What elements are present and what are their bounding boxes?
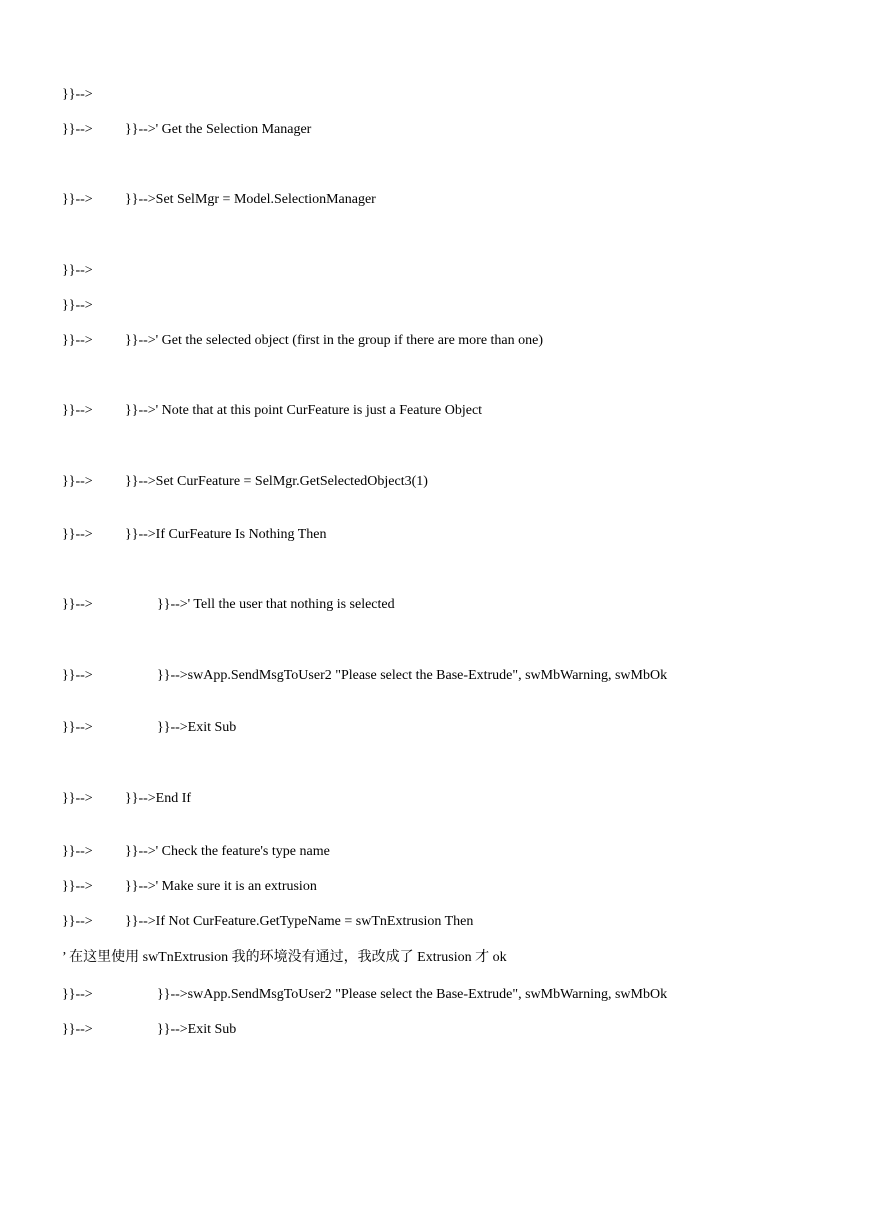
line-marker: }}-->: [62, 298, 93, 313]
code-text: }}-->' Get the Selection Manager: [125, 122, 312, 137]
code-text: }}-->' Check the feature's type name: [125, 844, 330, 859]
code-text: }}-->' Get the selected object (first in the group if there are more than one): [125, 333, 544, 348]
code-text: }}-->Exit Sub: [157, 1022, 237, 1037]
line-marker: }}-->: [62, 527, 93, 542]
line-marker: }}-->: [62, 597, 93, 612]
line-marker: }}-->: [62, 720, 93, 735]
code-line-3: [62, 192, 376, 208]
line-marker: }}-->: [62, 791, 93, 806]
code-line-15: [62, 879, 317, 895]
code-line-10: [62, 597, 395, 613]
code-line-9: [62, 527, 327, 543]
code-text: }}-->swApp.SendMsgToUser2 "Please select the Base-Extrude", swMbWarning, swMbOk: [157, 668, 668, 683]
line-marker: }}-->: [62, 87, 93, 102]
line-marker: }}-->: [62, 987, 93, 1002]
code-line-7: [62, 403, 483, 419]
code-text: }}-->swApp.SendMsgToUser2 "Please select the Base-Extrude", swMbWarning, swMbOk: [157, 987, 668, 1002]
chinese-note: ’ 在这里使用 swTnExtrusion 我的环境没有通过，我改成了 Extrusion 才 ok: [62, 950, 507, 965]
line-marker: }}-->: [62, 914, 93, 929]
line-marker: }}-->: [62, 474, 93, 489]
code-line-11: [62, 668, 668, 684]
line-marker: }}-->: [62, 122, 93, 137]
line-marker: }}-->: [62, 1022, 93, 1037]
code-line-8: [62, 474, 428, 490]
line-marker: }}-->: [62, 403, 93, 418]
line-marker: }}-->: [62, 879, 93, 894]
code-line-13: [62, 791, 192, 807]
code-line-17: [62, 987, 668, 1003]
code-line-18: [62, 1022, 237, 1038]
line-marker: }}-->: [62, 333, 93, 348]
line-marker: }}-->: [62, 668, 93, 683]
code-line-4: [62, 263, 93, 279]
code-line-14: [62, 844, 330, 860]
code-line-6: [62, 333, 544, 349]
code-line-16: [62, 914, 474, 930]
code-text: }}-->End If: [125, 791, 192, 806]
code-line-2: [62, 122, 312, 138]
code-text: }}-->Exit Sub: [157, 720, 237, 735]
code-line-1: [62, 87, 93, 103]
code-line-5: [62, 298, 93, 314]
code-text: }}-->If Not CurFeature.GetTypeName = swTnExtrusion Then: [125, 914, 474, 929]
line-marker: }}-->: [62, 192, 93, 207]
line-marker: }}-->: [62, 263, 93, 278]
code-text: }}-->Set SelMgr = Model.SelectionManager: [125, 192, 376, 207]
code-text: }}-->' Note that at this point CurFeature is just a Feature Object: [125, 403, 483, 418]
code-text: }}-->' Make sure it is an extrusion: [125, 879, 317, 894]
code-text: }}-->Set CurFeature = SelMgr.GetSelectedObject3(1): [125, 474, 428, 489]
code-text: }}-->' Tell the user that nothing is selected: [157, 597, 395, 612]
code-text: }}-->If CurFeature Is Nothing Then: [125, 527, 327, 542]
line-marker: }}-->: [62, 844, 93, 859]
code-line-12: [62, 720, 237, 736]
